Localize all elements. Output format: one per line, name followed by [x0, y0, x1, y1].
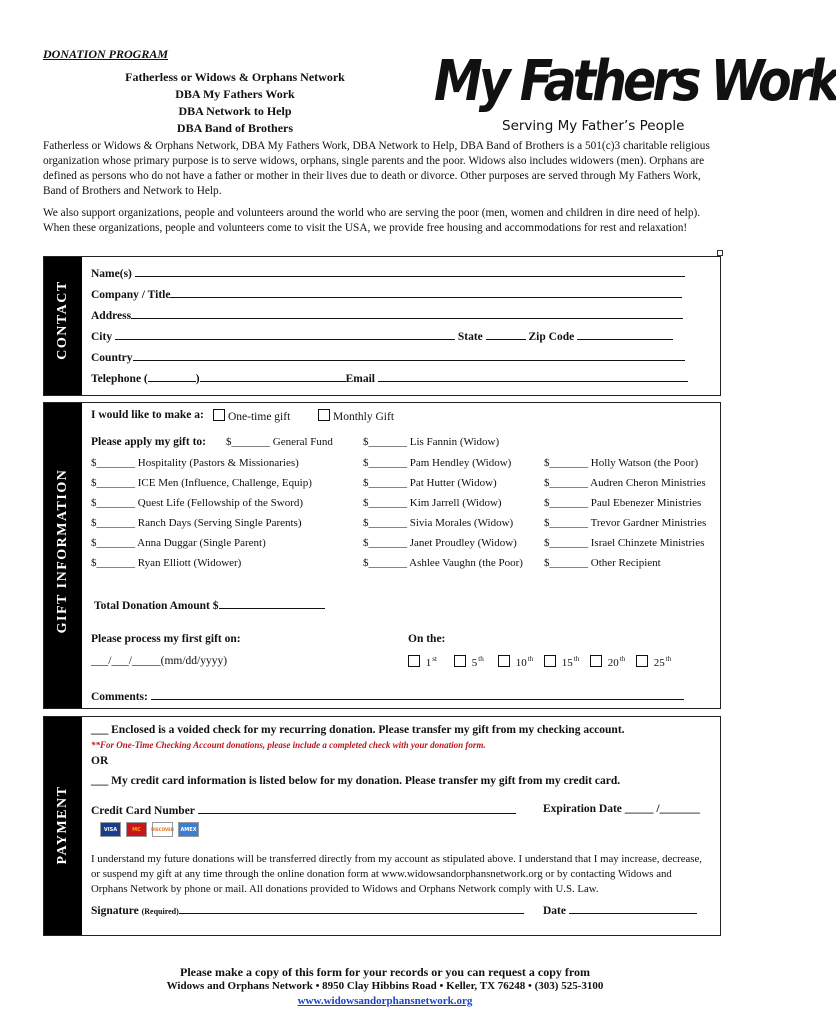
gift-item[interactable] [544, 557, 661, 569]
day-suffix: st [432, 655, 437, 663]
day-number: 1 [425, 657, 432, 669]
day-suffix: th [573, 655, 580, 663]
fund-label: Holly Watson (the Poor) [590, 457, 699, 469]
contact-label: CONTACT [55, 280, 70, 360]
day-checkbox[interactable] [636, 655, 648, 667]
gift-item[interactable] [544, 457, 698, 469]
payment-sidebar [44, 717, 82, 935]
zip-label: Zip Code [528, 331, 575, 343]
payment-label: PAYMENT [55, 785, 70, 865]
first-gift-date-field[interactable]: ___/___/_____(mm/dd/yyyy) [91, 655, 228, 667]
fund-label: Audren Cheron Ministries [590, 477, 706, 489]
day-option-15[interactable] [544, 655, 579, 669]
day-checkbox[interactable] [498, 655, 510, 667]
gift-item[interactable] [544, 477, 706, 489]
day-number: 15 [561, 657, 573, 669]
day-option-5[interactable] [454, 655, 484, 669]
amount-blank[interactable]: $_______ [91, 497, 135, 509]
country-label: Country [91, 352, 133, 364]
gift-item[interactable] [363, 557, 523, 569]
amount-blank[interactable]: $_______ [226, 436, 270, 448]
contact-sidebar [44, 257, 82, 395]
amount-blank[interactable]: $_______ [363, 477, 407, 489]
website-link[interactable]: www.widowsandorphansnetwork.org [297, 995, 473, 1007]
amount-blank[interactable]: $_______ [363, 537, 407, 549]
day-checkbox[interactable] [454, 655, 466, 667]
day-number: 20 [607, 657, 619, 669]
amount-blank[interactable]: $_______ [91, 517, 135, 529]
signature-label: Signature [91, 905, 139, 917]
gift-item[interactable] [91, 557, 241, 569]
day-number: 10 [515, 657, 527, 669]
country-field[interactable] [91, 350, 685, 364]
day-checkbox[interactable] [408, 655, 420, 667]
telephone-email-field[interactable] [91, 371, 688, 385]
gift-label: GIFT INFORMATION [55, 468, 70, 634]
gift-item[interactable] [91, 537, 266, 549]
total-label: Total Donation Amount $ [94, 600, 219, 612]
signature-field[interactable] [91, 903, 524, 917]
total-donation-field[interactable] [94, 598, 325, 612]
intro-paragraph: Fatherless or Widows & Orphans Network, DBA My Fathers Work, DBA Network to Help, DBA Band of Brothers is a 501(c)3 charitable religious organization whose primary purpose is to serve widows, orphans, single parents and the poor. Widows also includes widowers (men). Orphans are defined as persons who do not have a father or mother in their lives due to death or divorce. Other purposes are served through My Fathers Work, Band of Brothers and Network to Help. [43, 140, 710, 197]
address-label: Address [91, 310, 132, 322]
amount-blank[interactable]: $_______ [363, 457, 407, 469]
telephone-label: Telephone ( [91, 373, 148, 385]
amount-blank[interactable]: $_______ [91, 457, 135, 469]
day-option-20[interactable] [590, 655, 625, 669]
day-option-25[interactable] [636, 655, 671, 669]
amount-blank[interactable]: $_______ [363, 517, 407, 529]
or-divider: OR [91, 755, 109, 767]
fund-label: Anna Duggar (Single Parent) [137, 537, 266, 549]
names-field[interactable] [91, 266, 685, 280]
apply-gift-label: Please apply my gift to: [91, 436, 206, 448]
card-number-field[interactable] [91, 803, 516, 817]
monthly-option[interactable] [318, 409, 394, 423]
state-label: State [457, 331, 483, 343]
copy-note: Please make a copy of this form for your records or you can request a copy from [180, 965, 590, 979]
gift-item[interactable] [363, 477, 497, 489]
gift-item[interactable] [544, 497, 701, 509]
gift-item[interactable] [363, 517, 513, 529]
day-suffix: th [527, 655, 534, 663]
on-the-label: On the: [408, 633, 446, 645]
day-number: 25 [653, 657, 665, 669]
logo-tagline: Serving My Father’s People [502, 118, 685, 134]
names-label: Name(s) [91, 268, 132, 280]
general-fund-item[interactable] [226, 436, 333, 448]
dba-line: Fatherless or Widows & Orphans Network [125, 70, 345, 84]
fund-label: Ryan Elliott (Widower) [137, 557, 242, 569]
gift-item[interactable] [91, 497, 303, 509]
fund-label: Trevor Gardner Ministries [590, 517, 707, 529]
fund-label: General Fund [272, 436, 333, 448]
amount-blank[interactable]: $_______ [544, 537, 588, 549]
amount-blank[interactable]: $_______ [544, 497, 588, 509]
amount-blank[interactable]: $_______ [363, 436, 407, 448]
amount-blank[interactable]: $_______ [363, 497, 407, 509]
amount-blank[interactable]: $_______ [544, 457, 588, 469]
gift-item[interactable] [91, 477, 312, 489]
gift-item[interactable] [91, 457, 299, 469]
organization-address: Widows and Orphans Network • 8950 Clay Hibbins Road • Keller, TX 76248 • (303) 525-3100 [166, 980, 604, 992]
date-field[interactable] [543, 903, 697, 917]
fund-label: Lis Fannin (Widow) [409, 436, 500, 448]
mastercard-card-icon: MC [126, 822, 147, 837]
discover-card-icon: DISCOVER [152, 822, 173, 837]
fund-label: Paul Ebenezer Ministries [590, 497, 702, 509]
visa-card-icon: VISA [100, 822, 121, 837]
gift-sidebar [44, 403, 82, 708]
process-date-label: Please process my first gift on: [91, 633, 241, 645]
voided-check-option[interactable]: ___ Enclosed is a voided check for my recurring donation. Please transfer my gift from my checking account. [91, 724, 625, 736]
accepted-cards [100, 822, 199, 837]
card-number-label: Credit Card Number [91, 805, 195, 817]
fund-label: Ashlee Vaughn (the Poor) [409, 557, 523, 569]
company-label: Company / Title [91, 289, 171, 301]
gift-item[interactable] [363, 497, 502, 509]
day-number: 5 [471, 657, 478, 669]
my-fathers-work-logo [430, 48, 836, 143]
amount-blank[interactable]: $_______ [91, 477, 135, 489]
fund-label: Kim Jarrell (Widow) [409, 497, 502, 509]
dba-line: DBA Network to Help [178, 104, 292, 118]
gift-item[interactable] [544, 537, 704, 549]
website-link-wrap [0, 995, 770, 1007]
amex-card-icon: AMEX [178, 822, 199, 837]
gift-item[interactable] [363, 537, 517, 549]
fund-label: Sivia Morales (Widow) [409, 517, 514, 529]
one-time-label: One-time gift [228, 411, 291, 423]
day-suffix: th [478, 655, 484, 663]
organization-dba-block [100, 69, 370, 137]
one-time-option[interactable] [213, 409, 290, 423]
day-suffix: th [665, 655, 672, 663]
program-title: DONATION PROGRAM [43, 47, 169, 61]
city-state-zip-field[interactable] [91, 329, 673, 343]
day-checkbox[interactable] [590, 655, 602, 667]
one-time-checkbox[interactable] [213, 409, 225, 421]
telephone-close: ) [195, 373, 200, 385]
amount-blank[interactable]: $_______ [91, 537, 135, 549]
fund-label: Ranch Days (Serving Single Parents) [137, 517, 302, 529]
date-label: Date [543, 905, 566, 917]
authorization-text: I understand my future donations will be transferred directly from my account as stipulated above. I understand that I may increase, decrease, or suspend my gift at any time through the online donation form at www.widowsandorphansnetwork.org or by contacting Widows and Orphans Network by phone or mail. All donations provided to Widows and Orphans Network comply with U.S. Law. [91, 853, 703, 895]
address-field[interactable] [91, 308, 683, 322]
gift-item[interactable] [363, 457, 511, 469]
amount-blank[interactable]: $_______ [91, 557, 135, 569]
fund-label: ICE Men (Influence, Challenge, Equip) [137, 477, 312, 489]
day-option-10[interactable] [498, 655, 533, 669]
one-time-check-note: **For One-Time Checking Account donations, please include a completed check with your donation form. [91, 740, 486, 750]
dba-line: DBA My Fathers Work [175, 87, 295, 101]
fund-label: Other Recipient [590, 557, 661, 569]
signature-required: (Required) [141, 907, 179, 916]
company-title-field[interactable] [91, 287, 682, 301]
day-suffix: th [619, 655, 626, 663]
monthly-checkbox[interactable] [318, 409, 330, 421]
comments-label: Comments: [91, 691, 148, 703]
amount-blank[interactable]: $_______ [363, 557, 407, 569]
day-checkbox[interactable] [544, 655, 556, 667]
fund-label: Pam Hendley (Widow) [409, 457, 512, 469]
support-paragraph: We also support organizations, people and volunteers around the world who are serving the poor (men, women and children in dire need of help). When these organizations, people and volunteers come to visit the USA, we provide free housing and accommodations for rest and relaxation! [43, 207, 701, 234]
gift-item[interactable] [363, 436, 499, 448]
fund-label: Hospitality (Pastors & Missionaries) [137, 457, 299, 469]
day-option-1[interactable] [408, 655, 437, 669]
make-gift-label: I would like to make a: [91, 409, 204, 421]
email-label: Email [345, 373, 375, 385]
fund-label: Israel Chinzete Ministries [590, 537, 705, 549]
monthly-label: Monthly Gift [333, 411, 395, 423]
fund-label: Quest Life (Fellowship of the Sword) [137, 497, 304, 509]
amount-blank[interactable]: $_______ [544, 557, 588, 569]
logo-wordmark: My Fathers Work [434, 48, 836, 114]
fund-label: Pat Hutter (Widow) [409, 477, 497, 489]
credit-card-option[interactable]: ___ My credit card information is listed below for my donation. Please transfer my gift from my credit card. [91, 775, 621, 787]
city-label: City [91, 331, 113, 343]
fund-label: Janet Proudley (Widow) [409, 537, 517, 549]
dba-line: DBA Band of Brothers [176, 121, 294, 135]
amount-blank[interactable]: $_______ [544, 477, 588, 489]
expiration-date-field[interactable]: Expiration Date _____ /_______ [543, 803, 700, 815]
gift-item[interactable] [91, 517, 302, 529]
comments-field[interactable] [91, 689, 684, 703]
gift-item[interactable] [544, 517, 706, 529]
amount-blank[interactable]: $_______ [544, 517, 588, 529]
